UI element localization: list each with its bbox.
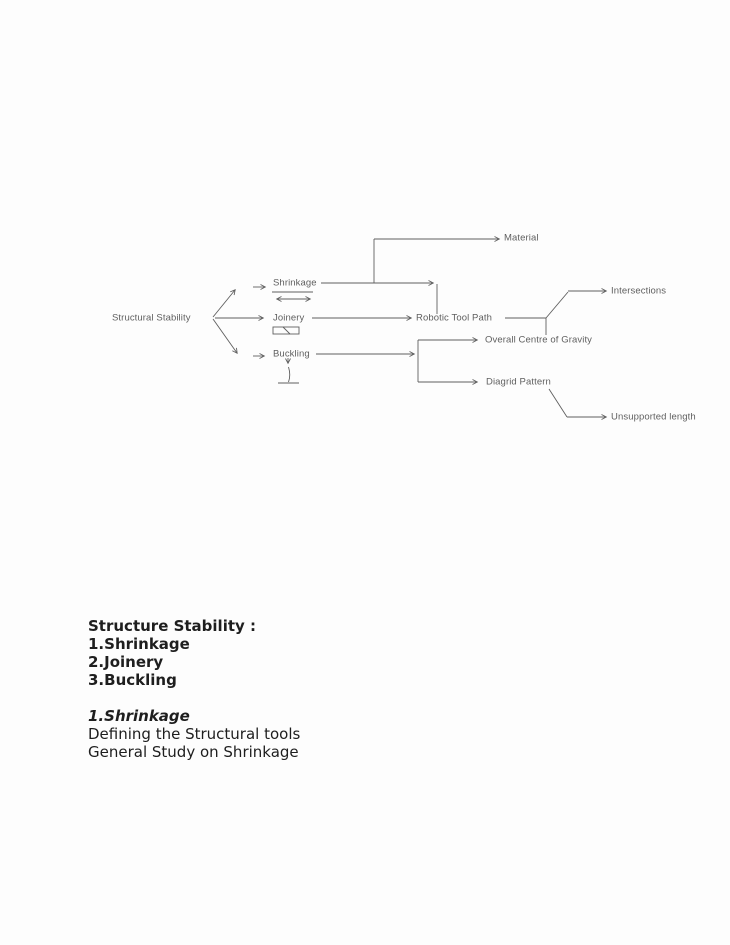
node-diagrid-pattern: Diagrid Pattern xyxy=(486,376,551,388)
edge-unsupported-diag xyxy=(549,389,567,417)
notes-item-buckling: 3.Buckling xyxy=(88,671,177,689)
notes-item-joinery: 2.Joinery xyxy=(88,653,164,671)
node-buckling: Buckling xyxy=(273,348,310,360)
node-unsupported-length: Unsupported length xyxy=(611,411,696,423)
structural-stability-diagram xyxy=(0,0,730,470)
edge-intersections-diag xyxy=(546,292,568,318)
notes-item-shrinkage: 1.Shrinkage xyxy=(88,635,190,653)
edge-root-up xyxy=(213,290,235,317)
node-overall-centre-of-gravity: Overall Centre of Gravity xyxy=(485,334,593,346)
notes-body-line-2: General Study on Shrinkage xyxy=(88,743,299,761)
buckling-column-icon xyxy=(289,367,290,382)
edge-root-down xyxy=(213,319,237,353)
node-joinery: Joinery xyxy=(273,312,305,324)
diagram-connectors xyxy=(0,0,730,470)
joinery-joint-diagonal xyxy=(283,327,290,334)
node-intersections: Intersections xyxy=(611,285,667,297)
node-robotic-tool-path: Robotic Tool Path xyxy=(416,312,492,324)
notes-body-line-1: Defining the Structural tools xyxy=(88,725,301,743)
notes-heading: Structure Stability : xyxy=(88,617,257,635)
node-material: Material xyxy=(504,232,539,244)
notes-spacer xyxy=(88,689,300,707)
node-structural-stability: Structural Stability xyxy=(112,312,191,324)
notes-block xyxy=(88,617,300,761)
notes-subheading: 1.Shrinkage xyxy=(88,707,190,725)
node-shrinkage: Shrinkage xyxy=(273,277,317,289)
